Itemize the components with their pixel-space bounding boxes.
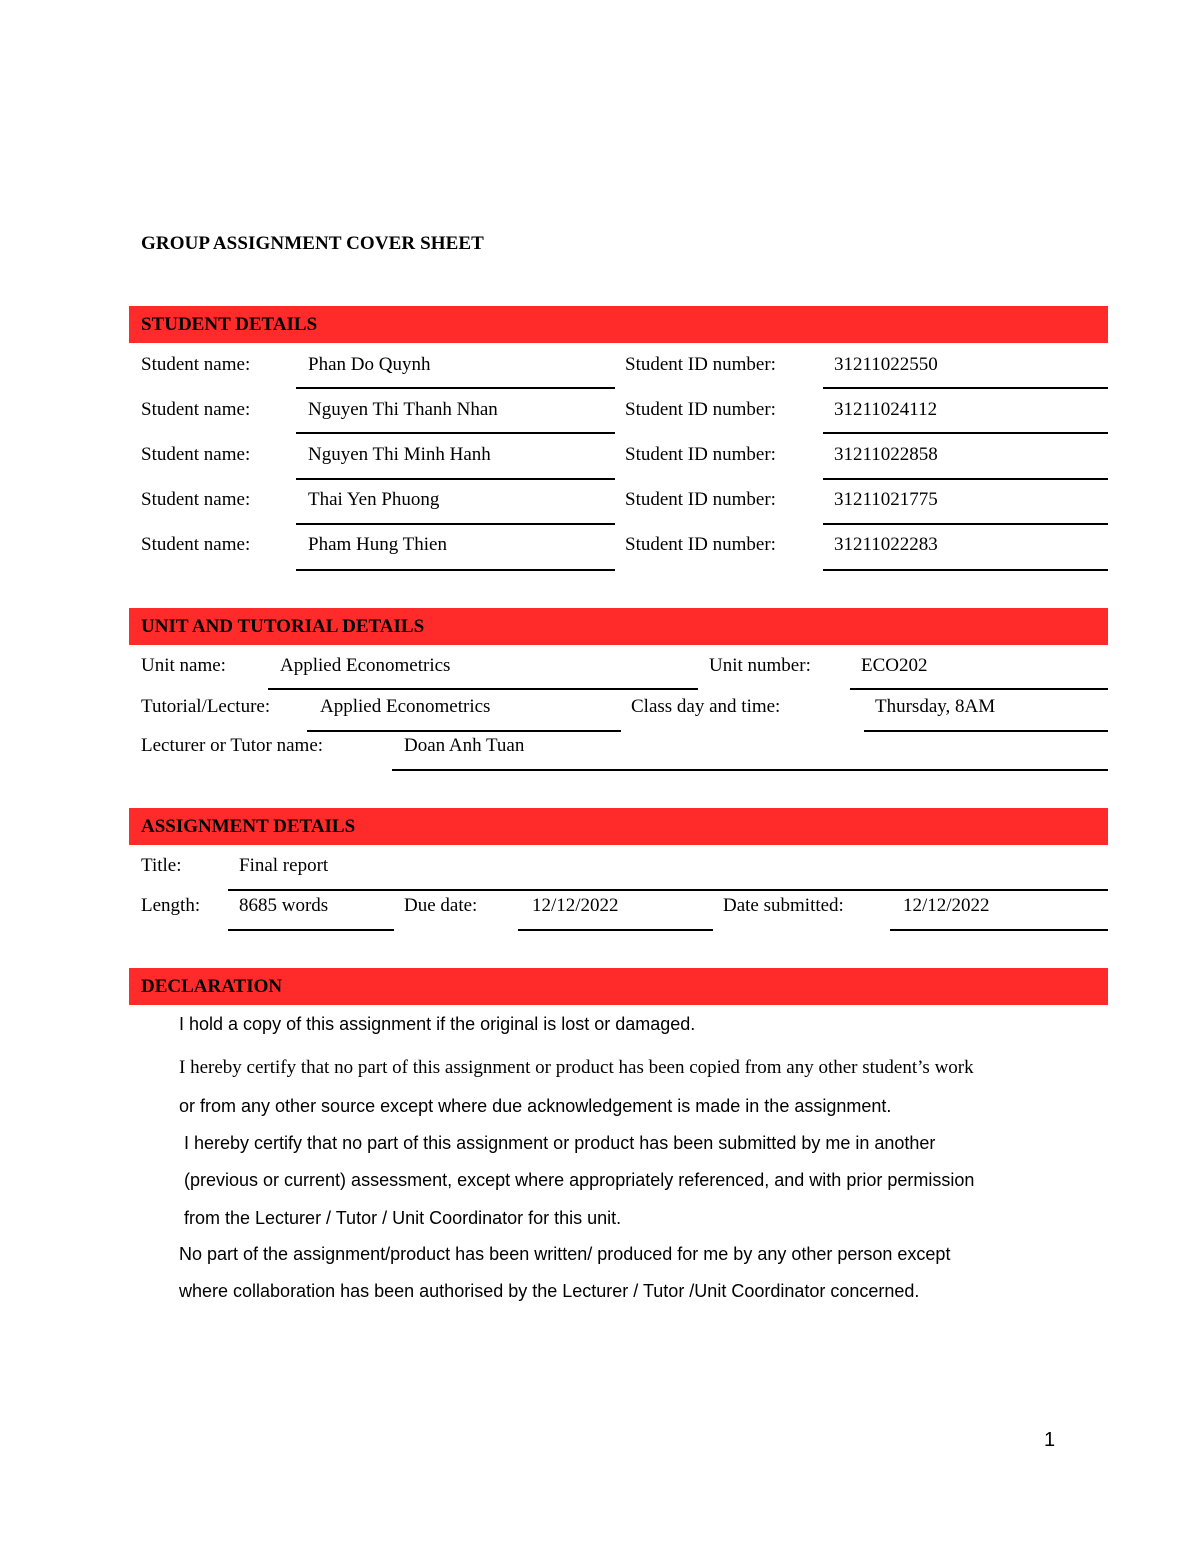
student-name-value: Phan Do Quynh [308,354,431,375]
unit-number-value: ECO202 [861,655,928,676]
section-heading: ASSIGNMENT DETAILS [141,815,356,837]
student-id-underline [823,432,1108,434]
student-id-value: 31211022858 [834,444,938,465]
assignment-details-header [129,808,1108,845]
date-submitted-underline [890,929,1108,931]
student-id-label: Student ID number: [625,534,776,555]
declaration-paragraph: I hold a copy of this assignment if the original is lost or damaged. [179,1014,696,1034]
student-id-value: 31211022550 [834,354,938,375]
section-heading: STUDENT DETAILS [141,313,318,335]
student-name-label: Student name: [141,354,251,375]
length-value: 8685 words [239,895,329,916]
student-id-underline [823,478,1108,480]
declaration-paragraph: I hereby certify that no part of this assignment or product has been submitted by me in another [184,1133,936,1153]
unit-details-header [129,608,1108,645]
student-name-label: Student name: [141,534,251,555]
student-name-underline [296,569,615,571]
unit-name-underline [268,688,698,690]
lecturer-label: Lecturer or Tutor name: [141,735,324,756]
assignment-title-label: Title: [141,855,182,876]
student-name-value: Nguyen Thi Minh Hanh [308,444,491,465]
length-label: Length: [141,895,201,916]
student-id-label: Student ID number: [625,354,776,375]
student-name-value: Pham Hung Thien [308,534,447,555]
student-id-underline [823,387,1108,389]
unit-number-underline [850,688,1108,690]
student-name-label: Student name: [141,489,251,510]
section-heading: DECLARATION [141,975,283,997]
student-name-label: Student name: [141,444,251,465]
unit-number-label: Unit number: [709,655,811,676]
student-name-label: Student name: [141,399,251,420]
student-name-value: Thai Yen Phuong [308,489,440,510]
declaration-header [129,968,1108,1005]
page-number: 1 [1044,1429,1056,1451]
date-submitted-value: 12/12/2022 [903,895,990,916]
assignment-title-underline [228,889,1108,891]
student-id-underline [823,569,1108,571]
declaration-paragraph: or from any other source except where due acknowledgement is made in the assignment. [179,1096,892,1116]
student-id-value: 31211021775 [834,489,938,510]
assignment-title-value: Final report [239,855,329,876]
unit-name-label: Unit name: [141,655,226,676]
due-date-value: 12/12/2022 [532,895,619,916]
student-name-underline [296,387,615,389]
tutorial-value: Applied Econometrics [320,696,491,717]
class-time-underline [864,730,1108,732]
declaration-paragraph: No part of the assignment/product has been written/ produced for me by any other person except [179,1244,951,1264]
lecturer-value: Doan Anh Tuan [404,735,525,756]
student-name-underline [296,523,615,525]
length-underline [228,929,394,931]
declaration-paragraph: from the Lecturer / Tutor / Unit Coordinator for this unit. [184,1208,622,1228]
student-id-label: Student ID number: [625,444,776,465]
section-heading: UNIT AND TUTORIAL DETAILS [141,615,425,637]
student-id-value: 31211022283 [834,534,938,555]
tutorial-underline [307,730,621,732]
declaration-paragraph: I hereby certify that no part of this assignment or product has been copied from any other student’s work [179,1057,974,1078]
student-name-value: Nguyen Thi Thanh Nhan [308,399,498,420]
student-id-label: Student ID number: [625,399,776,420]
unit-name-value: Applied Econometrics [280,655,451,676]
student-id-underline [823,523,1108,525]
due-date-underline [518,929,713,931]
lecturer-underline [392,769,1108,771]
due-date-label: Due date: [404,895,478,916]
tutorial-label: Tutorial/Lecture: [141,696,271,717]
class-time-label: Class day and time: [631,696,781,717]
page-title: GROUP ASSIGNMENT COVER SHEET [141,233,484,254]
date-submitted-label: Date submitted: [723,895,844,916]
student-name-underline [296,478,615,480]
declaration-paragraph: where collaboration has been authorised by the Lecturer / Tutor /Unit Coordinator concerned. [179,1281,920,1301]
student-id-label: Student ID number: [625,489,776,510]
student-id-value: 31211024112 [834,399,938,420]
student-details-header [129,306,1108,343]
class-time-value: Thursday, 8AM [875,696,996,717]
student-name-underline [296,432,615,434]
declaration-paragraph: (previous or current) assessment, except where appropriately referenced, and with prior permission [184,1170,975,1190]
